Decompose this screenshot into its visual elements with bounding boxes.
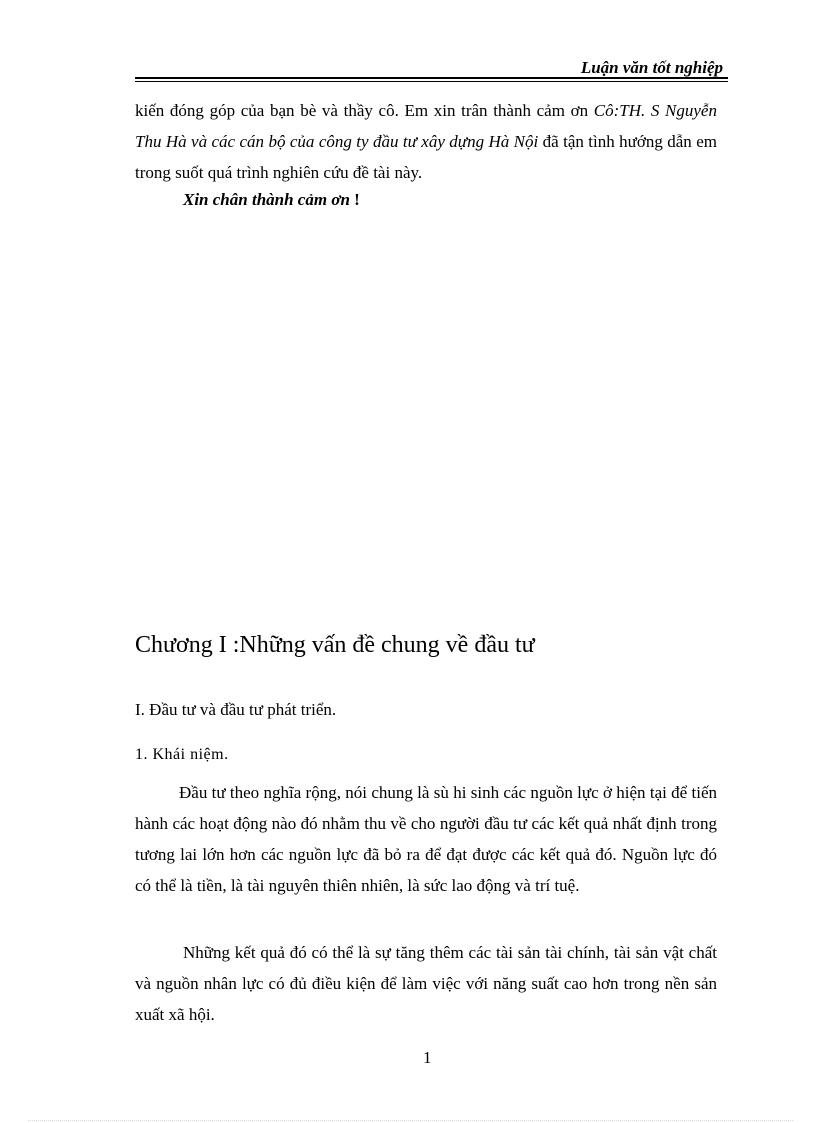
header-rule-thick <box>135 77 728 79</box>
body-paragraph: Những kết quả đó có thể là sự tăng thêm các tài sản tài chính, tài sản vật chất và nguồn nhân lực có đủ điều kiện để làm việc với năng suất cao hơn trong nền sản xuất xã hội. <box>135 943 717 1024</box>
thanks-line <box>183 190 360 210</box>
intro-text-a: kiến đóng góp của bạn bè và thầy cô. Em xin trân thành cảm ơn <box>135 101 594 120</box>
header-title: Luận văn tốt nghiệp <box>580 58 723 77</box>
body-paragraph: Đầu tư theo nghĩa rộng, nói chung là sù hi sinh các nguồn lực ở hiện tại để tiến hành các hoạt động nào đó nhằm thu về cho người đầu tư các kết quả nhất định trong tương lai lớn hơn các nguồn lực đã bỏ ra để đạt được các kết quả đó. Nguồn lực đó có thể là tiền, là tài nguyên thiên nhiên, là sức lao động và trí tuệ. <box>135 783 717 895</box>
page-bottom-border <box>28 1120 793 1121</box>
intro-text-italic: Cô:TH. S Nguyễn Thu Hà và các cán bộ của công ty đầu tư xây dựng Hà Nội <box>135 101 717 151</box>
intro-paragraph <box>135 95 717 188</box>
thanks-mark: ! <box>349 190 360 209</box>
page-number: 1 <box>423 1048 432 1067</box>
chapter-title: Chương I :Những vấn đề chung về đầu tư <box>135 632 535 658</box>
subsection-title: 1. Khái niệm. <box>135 746 229 763</box>
intro-text-c: đã tận tình hướng dẫn em trong suốt quá trình nghiên cứu đề tài này. <box>135 132 717 182</box>
thanks-text: Xin chân thành cảm ơn <box>183 190 350 209</box>
section-title: I. Đầu tư và đầu tư phát triển. <box>135 700 337 719</box>
header-rule-thin <box>135 81 728 82</box>
